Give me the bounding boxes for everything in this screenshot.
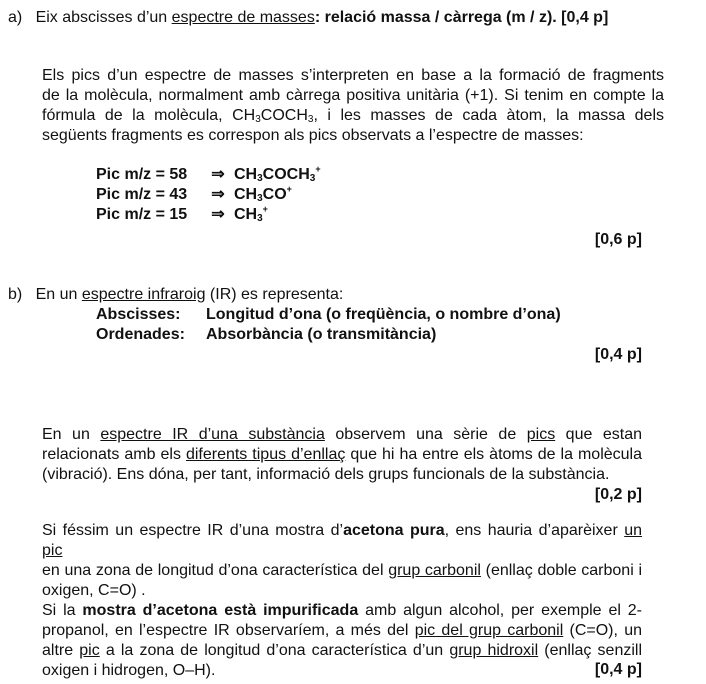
- implies-icon: ⇒: [211, 186, 225, 203]
- ir-line-1: En un espectre IR d’una substància observem una sèrie de pics que estan: [42, 426, 643, 443]
- fragment-formula: $CH_3COCH_3^+$: [234, 164, 321, 184]
- hydroxyl-term: grup hidroxil: [449, 642, 539, 659]
- part-b-intro-post: (IR) es representa:: [205, 286, 344, 303]
- ir-spectrum-term: espectre infraroig: [81, 286, 206, 303]
- axis-definitions: [96, 305, 561, 345]
- fragment-label: Pic m/z = 43: [96, 186, 188, 203]
- ir-line-2: relacionats amb els diferents tipus d’enllaç que hi ha entre els àtoms de la molècula: [42, 446, 642, 463]
- other-peak-term: pic: [79, 642, 100, 659]
- formula-text-b: COCH: [260, 107, 308, 124]
- acetone-line-3: oxigen, C=O) .: [42, 582, 146, 599]
- implies-icon: ⇒: [211, 206, 225, 223]
- ordinate-row: [96, 325, 561, 345]
- part-a-paragraph: [42, 66, 664, 146]
- part-b-intro-pre: En un: [35, 286, 82, 303]
- one-peak-term: un pic: [42, 522, 642, 559]
- formula-text-a: fórmula de la molècula, CH: [42, 107, 256, 124]
- acetone-paragraph: [42, 521, 642, 681]
- part-a-line-3: [42, 106, 664, 126]
- pure-acetone-term: acetona pura: [343, 522, 445, 539]
- bond-types-term: diferents tipus d’enllaç: [185, 446, 346, 463]
- peaks-term: pics: [526, 426, 556, 443]
- part-b-heading: [8, 285, 698, 305]
- impure-line-3: altre pic a la zona de longitud d’ona característica d’un grup hidroxil (enllaç senzill: [42, 642, 643, 659]
- ir-substance-term: espectre IR d’una substància: [100, 426, 325, 443]
- impure-line-4: oxigen i hidrogen, O–H).: [42, 662, 216, 679]
- part-a-line-2: de la molècula, normalment amb càrrega positiva unitària (+1). Si tenim en compte la: [42, 87, 664, 104]
- part-a-score: [0,6 p]: [594, 231, 642, 248]
- formula-text-c: , i les masses de cada àtom, la massa dels: [313, 107, 665, 124]
- abscissa-row: [96, 305, 561, 325]
- part-a-line-1: Els pics d’un espectre de masses s’interpreten en base a la formació de fragments: [42, 67, 664, 84]
- mass-spectrum-term: espectre de masses: [171, 9, 315, 26]
- fragment-row: [96, 185, 321, 205]
- part-a-heading-pre: Eix abscisses d’un: [35, 9, 172, 26]
- formula-sub-1: 3: [255, 114, 261, 125]
- fragment-list: [96, 165, 321, 225]
- ir-paragraph: [42, 425, 642, 485]
- part-a-line-4: següents fragments es correspon als pics observats a l’espectre de masses:: [42, 127, 584, 144]
- fragment-formula: $CH_3^+$: [234, 204, 268, 224]
- abscissa-value: Longitud d’ona (o freqüència, o nombre d’ona): [206, 306, 561, 323]
- part-b-marker: b): [8, 286, 23, 303]
- impure-line-1: Si la mostra d’acetona està impurificada amb algun alcohol, per exemple el 2-: [42, 602, 642, 619]
- part-a-marker: a): [8, 9, 23, 26]
- part-b-score-2: [0,2 p]: [594, 486, 642, 503]
- formula-sub-2: 3: [307, 114, 314, 125]
- carbonyl-peak-term: pic del grup carbonil: [414, 622, 564, 639]
- fragment-row: [96, 165, 321, 185]
- part-a-heading-bold: : relació massa / càrrega (m / z). [0,4 p]: [314, 9, 609, 26]
- part-b-score-1: [0,4 p]: [594, 346, 642, 363]
- ordinate-value: Absorbància (o transmitància): [206, 326, 437, 343]
- ordinate-label: Ordenades:: [96, 326, 185, 343]
- part-b-score-3: [0,4 p]: [594, 661, 642, 678]
- acetone-line-2: en una zona de longitud d’ona característica del grup carbonil (enllaç doble carboni i: [42, 562, 643, 579]
- impure-acetone-term: mostra d’acetona està impurificada: [82, 602, 359, 619]
- acetone-line-1: Si féssim un espectre IR d’una mostra d’acetona pura, ens hauria d’aparèixer un pic: [42, 522, 642, 559]
- fragment-label: Pic m/z = 58: [96, 166, 188, 183]
- abscissa-label: Abscisses:: [96, 306, 181, 323]
- fragment-formula: $CH_3CO^+$: [234, 184, 292, 204]
- implies-icon: ⇒: [211, 166, 225, 183]
- part-a-heading: [8, 8, 698, 28]
- fragment-label: Pic m/z = 15: [96, 206, 188, 223]
- fragment-row: [96, 205, 321, 225]
- carbonyl-term: grup carbonil: [388, 562, 481, 579]
- ir-line-3: (vibració). Ens dóna, per tant, informació dels grups funcionals de la substància.: [42, 466, 610, 483]
- impure-line-2: propanol, en l’espectre IR observaríem, a més del pic del grup carbonil (C=O), un: [42, 622, 642, 639]
